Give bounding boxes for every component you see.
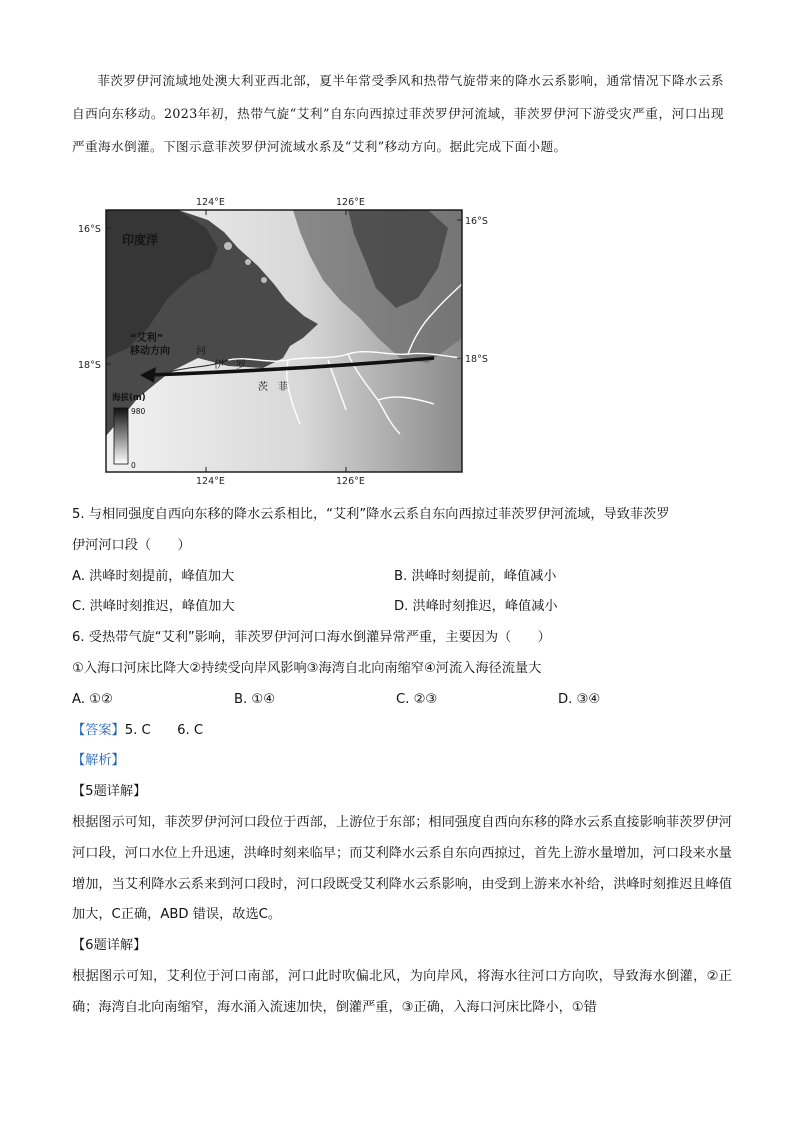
lat-label-right-18: 18°S xyxy=(465,354,488,365)
answer-line xyxy=(72,716,732,747)
detail5-text: 根据图示可知，菲茨罗伊河河口段位于西部，上游位于东部；相同强度自西向东移的降水云系直接影响菲茨罗伊河河口段，河口水位上升迅速，洪峰时刻来临早；而艾利降水云系自东向西掠过，首先上游水量增加，河口段来水量增加，当艾利降水云系来到河口段时，河口段既受艾利降水云系影响，由受到上游来水补给，洪峰时刻推迟且峰值加大，C正确，ABD 错误，故选C。 xyxy=(72,814,732,923)
sea-label: 印度洋 xyxy=(122,233,159,247)
lon-label-top-126: 126°E xyxy=(336,197,365,208)
lat-label-right-16: 16°S xyxy=(465,216,488,227)
q5-option-b: B. 洪峰时刻提前，峰值减小 xyxy=(394,568,557,584)
island xyxy=(224,242,232,250)
q6-option-b: B. ①④ xyxy=(234,691,276,707)
river-char: 茨 xyxy=(258,382,268,393)
island xyxy=(245,259,251,265)
q6-items: ①入海口河床比降大②持续受向岸风影响③海湾自北向南缩窄④河流入海径流量大 xyxy=(72,660,542,676)
q5-options-row1 xyxy=(72,562,732,593)
lon-label-bottom-126: 126°E xyxy=(336,476,365,487)
legend-title: 海拔(m) xyxy=(112,393,146,403)
river-char: 河 xyxy=(196,346,206,357)
fitzroy-river-map xyxy=(78,188,488,487)
q6-option-c: C. ②③ xyxy=(396,691,438,707)
q5-option-a: A. 洪峰时刻提前，峰值加大 xyxy=(72,568,235,584)
legend-max: 980 xyxy=(131,407,146,416)
lon-label-top-124: 124°E xyxy=(196,197,225,208)
q5-options-row2 xyxy=(72,592,732,623)
q6-options xyxy=(72,685,732,716)
answer-text: 5. C 6. C xyxy=(124,722,204,738)
river-char: 菲 xyxy=(278,382,288,393)
detail6-tag: 【6题详解】 xyxy=(72,938,147,954)
answer-tag: 【答案】 xyxy=(72,722,125,738)
q5-option-d: D. 洪峰时刻推迟，峰值减小 xyxy=(394,599,558,615)
river-char: 伊 xyxy=(214,360,224,371)
q5-stem-line2: 伊河河口段（ ） xyxy=(72,537,191,553)
lat-label-left-18: 18°S xyxy=(78,360,101,371)
legend-min: 0 xyxy=(131,461,136,470)
intro-paragraph: 菲茨罗伊河流域地处澳大利亚西北部，夏半年常受季风和热带气旋带来的降水云系影响，通常情况下降水云系自西向东移动。2023年初，热带气旋“艾利”自东向西掠过菲茨罗伊河流域，菲茨罗伊河下游受灾严重，河口出现严重海水倒灌。下图示意菲茨罗伊河流域水系及“艾利”移动方向。据此完成下面小题。 xyxy=(72,73,724,154)
legend-elevation-bar xyxy=(114,408,128,464)
q6-stem: 6. 受热带气旋“艾利”影响，菲茨罗伊河河口海水倒灌异常严重，主要因为（ ） xyxy=(72,630,551,646)
arrow-label-name: “艾利” xyxy=(130,333,164,344)
detail5-tag: 【5题详解】 xyxy=(72,784,147,800)
analysis-tag: 【解析】 xyxy=(72,753,125,769)
q6-option-a: A. ①② xyxy=(72,691,113,707)
lat-label-left-16: 16°S xyxy=(78,224,101,235)
q5-option-c: C. 洪峰时刻推迟，峰值加大 xyxy=(72,599,235,615)
q5-stem-line1: 5. 与相同强度自西向东移的降水云系相比，“艾利”降水云系自东向西掠过菲茨罗伊河流域，导致菲茨罗 xyxy=(72,507,670,522)
island xyxy=(261,277,267,283)
question-body xyxy=(72,500,732,1024)
river-char: 罗 xyxy=(236,360,246,371)
detail6-text: 根据图示可知，艾利位于河口南部，河口此时吹偏北风，为向岸风，将海水往河口方向吹，导致海水倒灌，②正确；海湾自北向南缩窄，海水涌入流速加快，倒灌严重，③正确，入海口河床比降小，①错 xyxy=(72,968,732,1015)
lon-label-bottom-124: 124°E xyxy=(196,476,225,487)
q6-option-d: D. ③④ xyxy=(558,691,601,707)
arrow-label-direction: 移动方向 xyxy=(130,346,170,357)
